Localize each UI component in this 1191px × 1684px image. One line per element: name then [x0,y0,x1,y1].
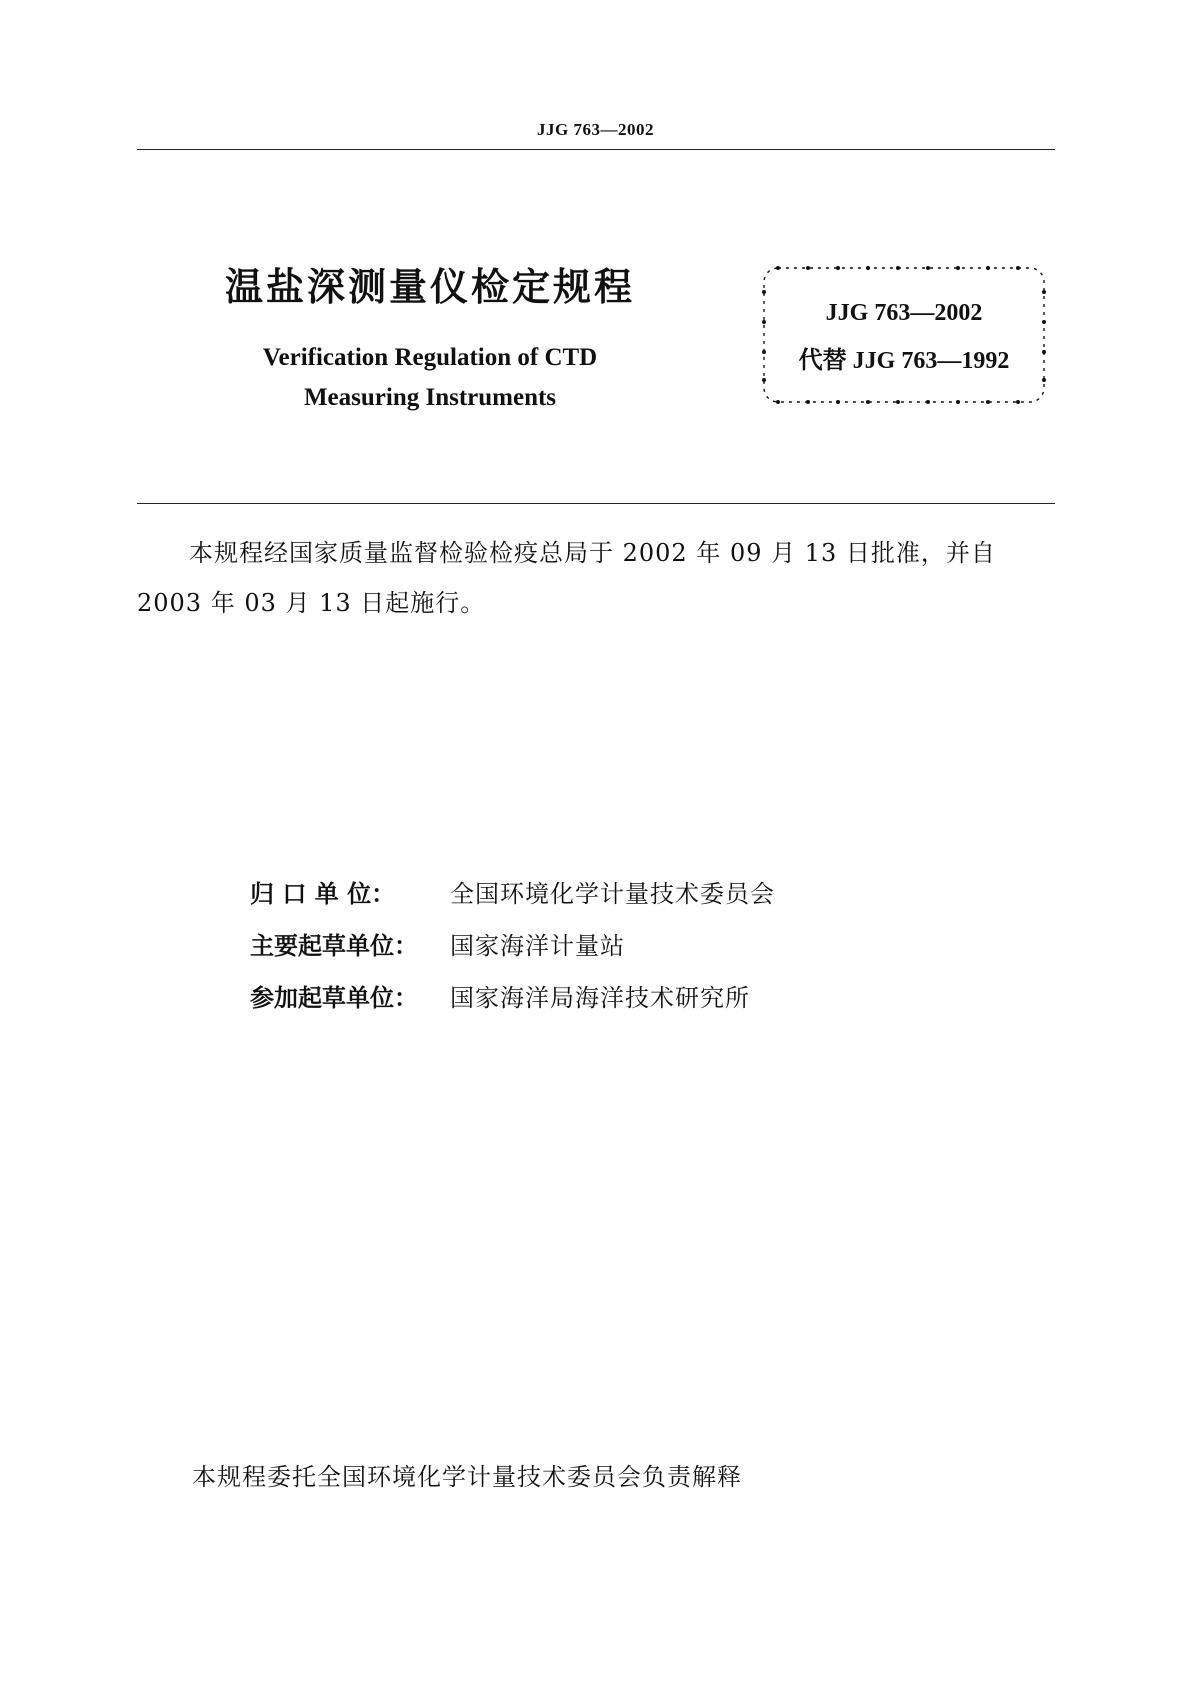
document-code: JJG 763—2002 [825,300,983,326]
org-label: 主要起草单位： [250,931,418,960]
header-document-code: JJG 763—2002 [537,120,654,139]
approval-paragraph [137,528,1057,628]
org-row-main-drafter [250,917,775,969]
org-value: 国家海洋计量站 [450,931,625,960]
org-label: 参加起草单位： [250,983,418,1012]
document-title-chinese: 温盐深测量仪检定规程 [224,265,635,309]
document-title-english-line1: Verification Regulation of CTD [262,344,598,371]
replaced-document-code: 代替 JJG 763—1992 [798,348,1010,374]
org-row-responsible [250,865,775,917]
org-value: 全国环境化学计量技术委员会 [450,879,775,908]
org-value: 国家海洋局海洋技术研究所 [450,983,750,1012]
org-label: 归 口 单 位： [250,879,396,908]
drafting-organizations [250,865,775,1021]
document-title-english-line2: Measuring Instruments [303,384,557,411]
org-row-participating-drafter [250,969,775,1021]
section-divider [137,503,1055,504]
code-box [760,264,1048,406]
interpretation-note: 本规程委托全国环境化学计量技术委员会负责解释 [192,1463,742,1491]
header-divider [137,149,1055,150]
approval-text: 本规程经国家质量监督检验检疫总局于 2002 年 09 月 13 日批准，并自 2003 年 03 月 13 日起施行。 [137,539,996,617]
code-box-border [760,264,1048,406]
